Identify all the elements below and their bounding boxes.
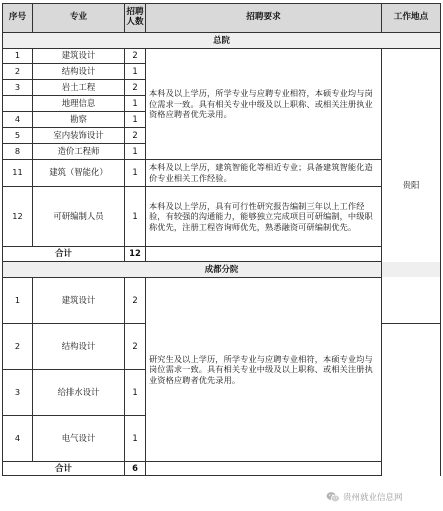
row-count: 1 (125, 416, 146, 462)
total-empty-cell (146, 462, 382, 476)
row-major: 建筑设计 (33, 278, 125, 324)
row-index: 12 (3, 187, 33, 247)
row-index: 2 (3, 324, 33, 370)
row-count: 1 (125, 96, 146, 112)
row-count: 1 (125, 144, 146, 160)
row-major: 地理信息 (33, 96, 125, 112)
row-count: 2 (125, 278, 146, 324)
header-count-line2: 人数 (126, 16, 144, 27)
row-index: 3 (3, 80, 33, 96)
row-index (3, 96, 33, 112)
row-major: 可研编制人员 (33, 187, 125, 247)
total-label: 合计 (3, 462, 125, 476)
row-major: 给排水设计 (33, 370, 125, 416)
table-row (3, 160, 441, 187)
row-major: 造价工程师 (33, 144, 125, 160)
row-major: 勘察 (33, 112, 125, 128)
row-count: 2 (125, 128, 146, 144)
row-count: 2 (125, 324, 146, 370)
watermark-text: 贵州就业信息网 (343, 493, 403, 503)
row-index: 11 (3, 160, 33, 187)
row-major: 结构设计 (33, 64, 125, 80)
row-index: 4 (3, 416, 33, 462)
row-index: 8 (3, 144, 33, 160)
recruitment-table (2, 3, 441, 476)
row-index: 2 (3, 64, 33, 80)
row-count: 2 (125, 80, 146, 96)
row-requirements: 研究生及以上学历，所学专业与应聘专业相符，本硕专业均与岗位需求一致。具有相关专业中级及以上职称、或相关注册执业资格应聘者优先录用。 (146, 278, 382, 462)
row-count: 1 (125, 187, 146, 247)
row-index: 5 (3, 128, 33, 144)
row-count: 1 (125, 370, 146, 416)
table-header-row (3, 4, 441, 33)
section-row-chengdu (3, 262, 441, 278)
row-requirements: 本科及以上学历，具有可行性研究报告编制三年以上工作经验，有较强的沟通能力，能够独立完成项目可研编制，中级职称优先，注册工程咨询师优先，熟悉融资可研编制优先。 (146, 187, 382, 247)
wechat-icon (326, 491, 340, 503)
row-major: 电气设计 (33, 416, 125, 462)
row-major: 结构设计 (33, 324, 125, 370)
header-location: 工作地点 (382, 4, 441, 33)
total-count: 12 (125, 247, 146, 262)
table-row (3, 49, 441, 64)
table-row (3, 278, 441, 324)
row-count: 1 (125, 160, 146, 187)
row-major: 室内装饰设计 (33, 128, 125, 144)
header-index: 序号 (3, 4, 33, 33)
row-count: 2 (125, 49, 146, 64)
row-index: 1 (3, 49, 33, 64)
watermark (326, 490, 403, 504)
row-index: 3 (3, 370, 33, 416)
header-requirements: 招聘要求 (146, 4, 382, 33)
section-title: 成都分院 (3, 262, 441, 278)
total-row (3, 462, 441, 476)
total-empty-cell (146, 247, 382, 262)
total-label: 合计 (3, 247, 125, 262)
row-index: 1 (3, 278, 33, 324)
row-requirements: 本科及以上学历，建筑智能化等相近专业；具备建筑智能化造价专业相关工作经验。 (146, 160, 382, 187)
row-location: 贵阳 (382, 49, 441, 324)
header-count (125, 4, 146, 33)
row-major: 岩土工程 (33, 80, 125, 96)
section-row-headquarters (3, 33, 441, 49)
row-major: 建筑（智能化） (33, 160, 125, 187)
table-row (3, 187, 441, 247)
total-count: 6 (125, 462, 146, 476)
total-row (3, 247, 441, 262)
row-count: 1 (125, 112, 146, 128)
header-count-line1: 招聘 (126, 7, 144, 18)
row-index: 4 (3, 112, 33, 128)
header-major: 专业 (33, 4, 125, 33)
row-major: 建筑设计 (33, 49, 125, 64)
row-count: 1 (125, 64, 146, 80)
row-requirements: 本科及以上学历，所学专业与应聘专业相符，本硕专业均与岗位需求一致。具有相关专业中级及以上职称、或相关注册执业资格应聘者优先录用。 (146, 49, 382, 160)
section-title: 总院 (3, 33, 441, 49)
